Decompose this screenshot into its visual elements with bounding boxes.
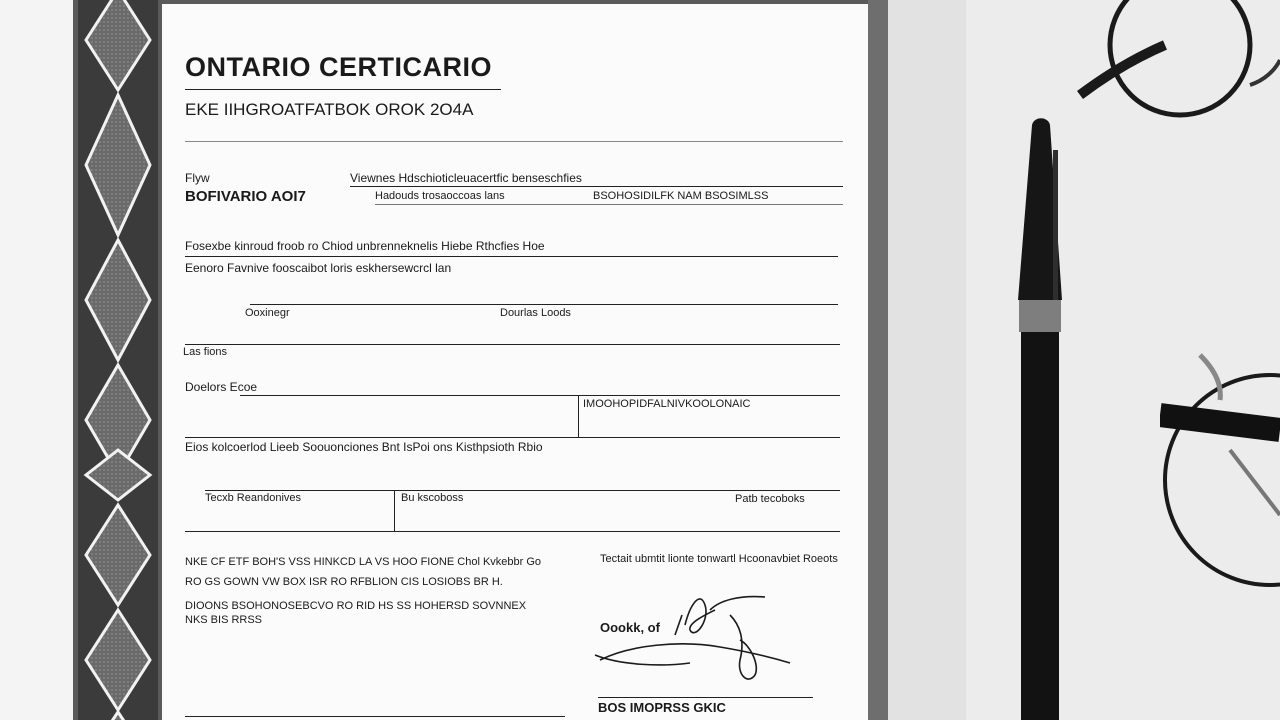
form-text: Eenoro Favnive fooscaibot loris eskhersewcrcl lan — [185, 261, 452, 275]
field-label: Las fions — [183, 346, 228, 358]
form-line — [185, 531, 840, 532]
body-text: NKE CF ETF BOH'S VSS HINKCD LA VS HOO FIONE Chol Kvkebbr Go — [185, 556, 542, 568]
field-label: Ooxinegr — [245, 307, 290, 319]
form-line — [240, 395, 840, 396]
pen-icon — [1010, 0, 1070, 720]
field-label: IMOOHOPIDFALNIVKOOLONAIC — [583, 398, 751, 410]
header-divider — [185, 141, 843, 142]
field-label: Bu kscoboss — [401, 492, 464, 504]
form-line — [205, 490, 840, 491]
field-label: BSOHOSIDILFK NAM BSOSIMLSS — [593, 190, 769, 202]
form-line — [185, 437, 840, 438]
signature-line — [598, 697, 813, 698]
form-line — [350, 186, 843, 187]
field-label: Viewnes Hdschioticleuacertfic benseschfies — [350, 171, 582, 185]
signature-label: Oookk, of — [600, 620, 660, 635]
desk-surface-left — [0, 0, 75, 720]
diamond-pattern-icon — [78, 0, 158, 720]
field-label: Tecxb Reandonives — [205, 492, 302, 504]
body-text: NKS BIS RRSS — [185, 614, 263, 626]
eyeglasses-icon — [1160, 345, 1280, 635]
decorative-border — [78, 0, 158, 720]
eyeglasses-icon — [1070, 0, 1280, 130]
body-text: RO GS GOWN VW BOX ISR RO RFBLION CIS LOSIOBS BR H. — [185, 576, 503, 588]
form-divider — [578, 395, 579, 437]
field-label: Dourlas Loods — [500, 307, 571, 319]
signature-icon — [590, 585, 810, 695]
field-label: Patb tecoboks — [735, 493, 805, 505]
certificate-title: ONTARIO CERTICARIO — [185, 52, 492, 82]
title-underline — [185, 89, 501, 90]
field-label: Hadouds trosaoccoas lans — [375, 190, 505, 202]
form-line — [375, 204, 843, 205]
form-text: Fosexbe kinroud froob ro Chiod unbrenneknelis Hiebe Rthcfies Hoe — [185, 239, 545, 253]
field-label: Flyw — [185, 171, 210, 185]
form-divider — [394, 490, 395, 532]
body-text: DIOONS BSOHONOSEBCVO RO RID HS SS HOHERSD SOVNNEX — [185, 600, 527, 612]
form-text: Eios kolcoerlod Lieeb Soouonciones Bnt IsPoi ons Kisthpsioth Rbio — [185, 440, 543, 454]
certificate-subtitle: EKE IIHGROATFATBOK OROK 2O4A — [185, 100, 474, 119]
form-line — [250, 304, 838, 305]
note-text: Tectait ubmtit lionte tonwartl Hcoonavbiet Roeots — [600, 553, 838, 565]
signer-name: BOS IMOPRSS GKIC — [598, 700, 726, 715]
form-line — [185, 716, 565, 717]
frame-edge — [868, 0, 888, 720]
form-line — [185, 256, 838, 257]
field-label: Doelors Ecoe — [185, 380, 258, 394]
form-line — [185, 344, 840, 345]
field-value: BOFIVARIO AOI7 — [185, 188, 306, 205]
